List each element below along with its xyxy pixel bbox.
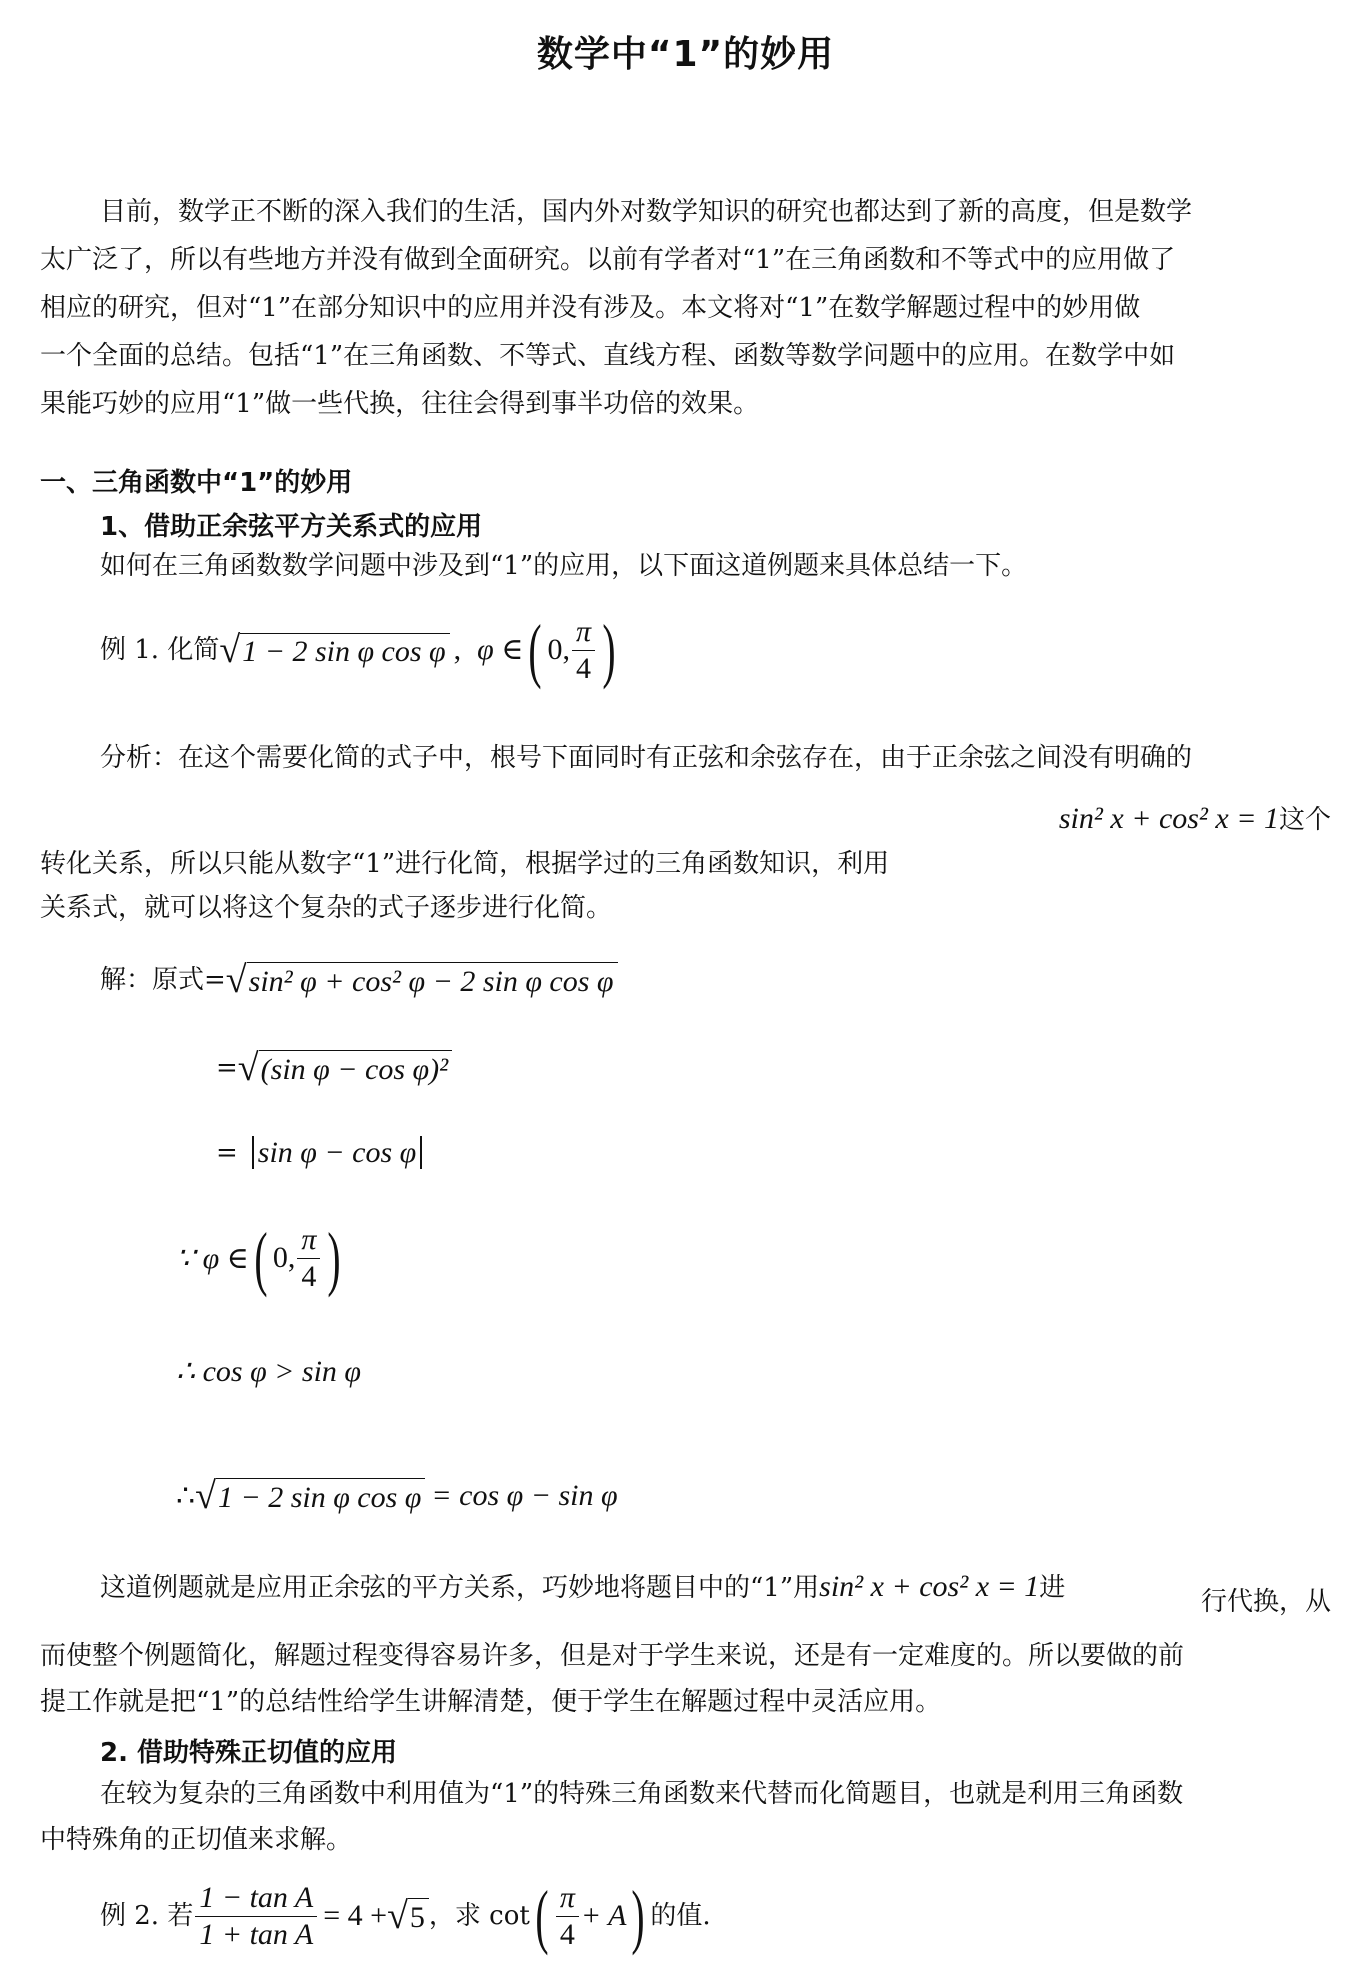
summary-line-1	[100, 1570, 1331, 1617]
solution-step-1-expression: sin² φ + cos² φ − 2 sin φ cos φ	[247, 962, 618, 999]
left-paren-icon: (	[528, 610, 543, 690]
page-title: 数学中“1”的妙用	[536, 34, 835, 75]
subsection-2-line-2: 中特殊角的正切值来求解。	[40, 1825, 353, 1855]
fraction-denominator: 4	[301, 1259, 317, 1293]
intro-line-1: 目前，数学正不断的深入我们的生活，国内外对数学知识的研究也都达到了新的高度，但是数学	[100, 197, 1193, 227]
summary-line-3: 提工作就是把“1”的总结性给学生讲解清楚，便于学生在解题过程中灵活应用。	[40, 1687, 942, 1717]
subsection-1-lead: 如何在三角函数数学问题中涉及到“1”的应用，以下面这道例题来具体总结一下。	[100, 551, 1028, 581]
fraction-denominator: 4	[559, 1917, 575, 1951]
therefore-line-1: ∴ cos φ > sin φ	[176, 1355, 362, 1388]
solution-step-2-radical	[238, 1046, 452, 1090]
solution-label: 解：原式=	[100, 965, 226, 995]
therefore-line-2	[176, 1474, 618, 1518]
intro-line-3: 相应的研究，但对“1”在部分知识中的应用并没有涉及。本文将对“1”在数学解题过程中的妙用做	[40, 293, 1141, 323]
analysis-identity-tail: 这个	[1278, 805, 1331, 835]
example-2-pi-over-4	[556, 1882, 579, 1950]
subsection-2-heading: 2. 借助特殊正切值的应用	[100, 1738, 398, 1768]
radical-sign-icon: √	[219, 629, 241, 672]
therefore-root-expression: 1 − 2 sin φ cos φ	[216, 1478, 425, 1515]
example-2-root-value: 5	[408, 1898, 429, 1935]
therefore-rhs: = cos φ − sin φ	[431, 1479, 618, 1512]
radical-sign-icon: √	[387, 1895, 408, 1937]
radical-sign-icon: √	[237, 1047, 259, 1089]
subsection-2-line-1: 在较为复杂的三角函数中利用值为“1”的特殊三角函数来代替而化简题目，也就是利用三角函数	[100, 1779, 1184, 1809]
example-2	[100, 1876, 711, 1956]
analysis-line-1: 分析：在这个需要化简的式子中，根号下面同时有正弦和余弦存在，由于正余弦之间没有明确的	[100, 743, 1193, 773]
example-2-rhs: = 4 +	[323, 1899, 388, 1932]
solution-step-3	[216, 1136, 422, 1169]
example-2-fraction	[195, 1882, 317, 1950]
analysis-line-2: 转化关系，所以只能从数字“1”进行化简，根据学过的三角函数知识，利用	[40, 849, 890, 879]
example-2-ask: ，求 cot	[428, 1901, 530, 1931]
right-paren-icon: )	[631, 1876, 645, 1956]
fraction-numerator: π	[556, 1882, 579, 1917]
example-1-label: 例 1. 化简	[100, 635, 220, 665]
summary-line-2: 而使整个例题简化，解题过程变得容易许多，但是对于学生来说，还是有一定难度的。所以要做的前	[40, 1641, 1185, 1671]
example-1-expression: 1 − 2 sin φ cos φ	[240, 633, 449, 668]
left-paren-icon: (	[254, 1218, 268, 1298]
example-2-label: 例 2. 若	[100, 1901, 194, 1931]
fraction-denominator: 4	[575, 651, 591, 685]
intro-line-5: 果能巧妙的应用“1”做一些代换，往往会得到事半功倍的效果。	[40, 389, 760, 419]
solution-step-2	[216, 1046, 452, 1090]
example-2-tail: 的值.	[650, 1901, 711, 1931]
example-2-root	[387, 1894, 429, 1938]
solution-step-2-expression: (sin φ − cos φ)²	[259, 1050, 452, 1087]
example-2-plus-a: + A	[580, 1899, 627, 1932]
analysis-line-3: 关系式，就可以将这个复杂的式子逐步进行化简。	[40, 893, 613, 923]
because-interval-left: 0,	[272, 1241, 296, 1274]
therefore-symbol: ∴	[176, 1479, 196, 1513]
solution-step-3-equals: =	[216, 1137, 238, 1168]
example-1	[100, 610, 621, 690]
right-paren-icon: )	[327, 1218, 341, 1298]
example-1-comma: ,	[453, 633, 462, 666]
radical-sign-icon: √	[225, 959, 247, 1001]
radical-sign-icon: √	[195, 1475, 216, 1517]
summary-line-1-b: 进	[1039, 1573, 1066, 1603]
right-paren-icon: )	[602, 610, 616, 690]
solution-step-1	[100, 958, 618, 1002]
left-paren-icon: (	[535, 1876, 549, 1956]
interval-left: 0,	[547, 633, 570, 666]
solution-step-3-expression: sin φ − cos φ	[252, 1136, 422, 1169]
example-1-radical	[219, 629, 449, 672]
intro-line-2: 太广泛了，所以有些地方并没有做到全面研究。以前有学者对“1”在三角函数和不等式中的应用做了	[40, 245, 1176, 275]
intro-line-4: 一个全面的总结。包括“1”在三角函数、不等式、直线方程、函数等数学问题中的应用。在数学中如	[40, 341, 1176, 371]
because-line	[176, 1218, 346, 1298]
summary-line-1-c: 行代换，从	[1200, 1587, 1331, 1617]
therefore-radical	[195, 1474, 425, 1518]
example-1-domain-prefix: φ ∈	[477, 633, 524, 666]
subsection-1-heading: 1、借助正余弦平方关系式的应用	[100, 512, 483, 542]
fraction-numerator: π	[297, 1224, 320, 1259]
analysis-identity-line	[1059, 802, 1331, 836]
section-1-heading: 一、三角函数中“1”的妙用	[40, 468, 353, 498]
fraction-numerator: π	[572, 616, 595, 651]
because-prefix: ∵ φ ∈	[176, 1241, 249, 1275]
summary-line-1-a: 这道例题就是应用正余弦的平方关系，巧妙地将题目中的“1”用	[100, 1573, 820, 1603]
example-2-denominator: 1 + tan A	[199, 1917, 314, 1951]
because-pi-over-4	[297, 1224, 320, 1292]
solution-step-2-equals: =	[216, 1053, 238, 1083]
pi-over-4	[572, 616, 595, 684]
summary-identity: sin² x + cos² x = 1	[819, 1570, 1040, 1603]
example-2-numerator: 1 − tan A	[195, 1882, 317, 1917]
analysis-identity: sin² x + cos² x = 1	[1058, 802, 1279, 835]
solution-step-1-radical	[226, 958, 618, 1002]
